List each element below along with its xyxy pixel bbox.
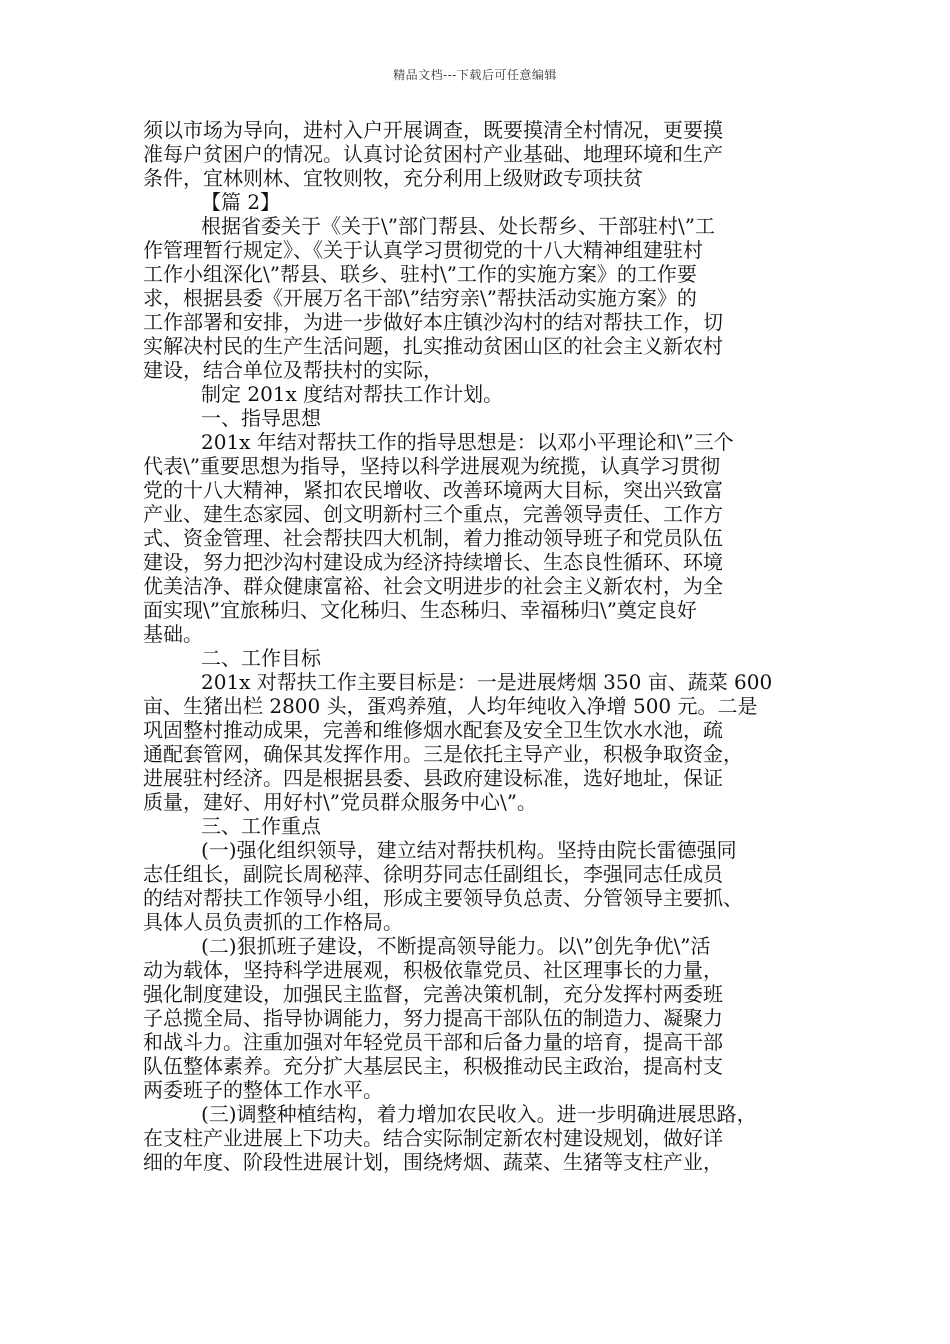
text-line: 具体人员负责抓的工作格局。: [143, 910, 403, 934]
text-line: 求，根据县委《开展万名干部\”结穷亲\”帮扶活动实施方案》的: [143, 286, 697, 310]
text-line: (二)狠抓班子建设，不断提高领导能力。以\”创先争优\”活: [201, 934, 711, 958]
text-line: 实解决村民的生产生活问题，扎实推动贫困山区的社会主义新农村: [143, 334, 723, 358]
text-line: 进展驻村经济。四是根据县委、县政府建设标准，选好地址，保证: [143, 766, 723, 790]
text-line: 201x 年结对帮扶工作的指导思想是：以邓小平理论和\”三个: [201, 430, 734, 454]
text-line: 建设，努力把沙沟村建设成为经济持续增长、生态良性循环、环境: [143, 550, 723, 574]
text-line: 和战斗力。注重加强对年轻党员干部和后备力量的培育，提高干部: [143, 1030, 723, 1054]
text-line: 二、工作目标: [201, 646, 321, 670]
text-line: 产业、建生态家园、创文明新村三个重点，完善领导责任、工作方: [143, 502, 723, 526]
text-line: 式、资金管理、社会帮扶四大机制，着力推动领导班子和党员队伍: [143, 526, 723, 550]
text-line: (一)强化组织领导，建立结对帮扶机构。坚持由院长雷德强同: [201, 838, 737, 862]
text-line: 细的年度、阶段性进展计划，围绕烤烟、蔬菜、生猪等支柱产业，: [143, 1150, 723, 1174]
text-line: 准每户贫困户的情况。认真讨论贫困村产业基础、地理环境和生产: [143, 142, 723, 166]
text-line: 建设，结合单位及帮扶村的实际，: [143, 358, 443, 382]
text-line: 须以市场为导向，进村入户开展调查，既要摸清全村情况，更要摸: [143, 118, 723, 142]
text-line: 工作部署和安排，为进一步做好本庄镇沙沟村的结对帮扶工作，切: [143, 310, 723, 334]
text-line: 质量，建好、用好村\”党员群众服务中心\”。: [143, 790, 537, 814]
text-line: 两委班子的整体工作水平。: [143, 1078, 383, 1102]
text-line: 队伍整体素养。充分扩大基层民主，积极推动民主政治，提高村支: [143, 1054, 723, 1078]
text-line: 强化制度建设，加强民主监督，完善决策机制，充分发挥村两委班: [143, 982, 723, 1006]
text-line: 201x 对帮扶工作主要目标是：一是进展烤烟 350 亩、蔬菜 600: [201, 670, 773, 694]
text-line: 作管理暂行规定》、《关于认真学习贯彻党的十八大精神组建驻村: [143, 238, 703, 262]
text-line: 通配套管网，确保其发挥作用。三是依托主导产业，积极争取资金，: [143, 742, 743, 766]
text-line: 三、工作重点: [201, 814, 321, 838]
text-line: 优美洁净、群众健康富裕、社会文明进步的社会主义新农村，为全: [143, 574, 723, 598]
page-header: 精品文档---下载后可任意编辑: [393, 68, 557, 82]
text-line: 根据省委关于《关于\”部门帮县、处长帮乡、干部驻村\”工: [201, 214, 715, 238]
text-line: 志任组长，副院长周秘萍、徐明芬同志任副组长，李强同志任成员: [143, 862, 723, 886]
text-line: 党的十八大精神，紧扣农民增收、改善环境两大目标，突出兴致富: [143, 478, 723, 502]
text-line: (三)调整种植结构，着力增加农民收入。进一步明确进展思路，: [201, 1102, 757, 1126]
text-line: 面实现\”宜旅秭归、文化秭归、生态秭归、幸福秭归\”奠定良好: [143, 598, 697, 622]
text-line: 子总揽全局、指导协调能力，努力提高干部队伍的制造力、凝聚力: [143, 1006, 723, 1030]
text-line: 工作小组深化\”帮县、联乡、驻村\”工作的实施方案》的工作要: [143, 262, 697, 286]
text-line: 一、指导思想: [201, 406, 321, 430]
text-line: 动为载体，坚持科学进展观，积极依靠党员、社区理事长的力量，: [143, 958, 723, 982]
text-line: 条件，宜林则林、宜牧则牧，充分利用上级财政专项扶贫: [143, 166, 643, 190]
text-line: 代表\”重要思想为指导，坚持以科学进展观为统揽，认真学习贯彻: [143, 454, 720, 478]
text-line: 【篇 2】: [201, 190, 281, 214]
document-body: [143, 118, 823, 1174]
text-line: 巩固整村推动成果，完善和维修烟水配套及安全卫生饮水水池，疏: [143, 718, 723, 742]
text-line: 基础。: [143, 622, 203, 646]
text-line: 的结对帮扶工作领导小组，形成主要领导负总责、分管领导主要抓、: [143, 886, 743, 910]
text-line: 在支柱产业进展上下功夫。结合实际制定新农村建设规划，做好详: [143, 1126, 723, 1150]
text-line: 制定 201x 度结对帮扶工作计划。: [201, 382, 504, 406]
text-line: 亩、生猪出栏 2800 头，蛋鸡养殖，人均年纯收入净增 500 元。二是: [143, 694, 758, 718]
